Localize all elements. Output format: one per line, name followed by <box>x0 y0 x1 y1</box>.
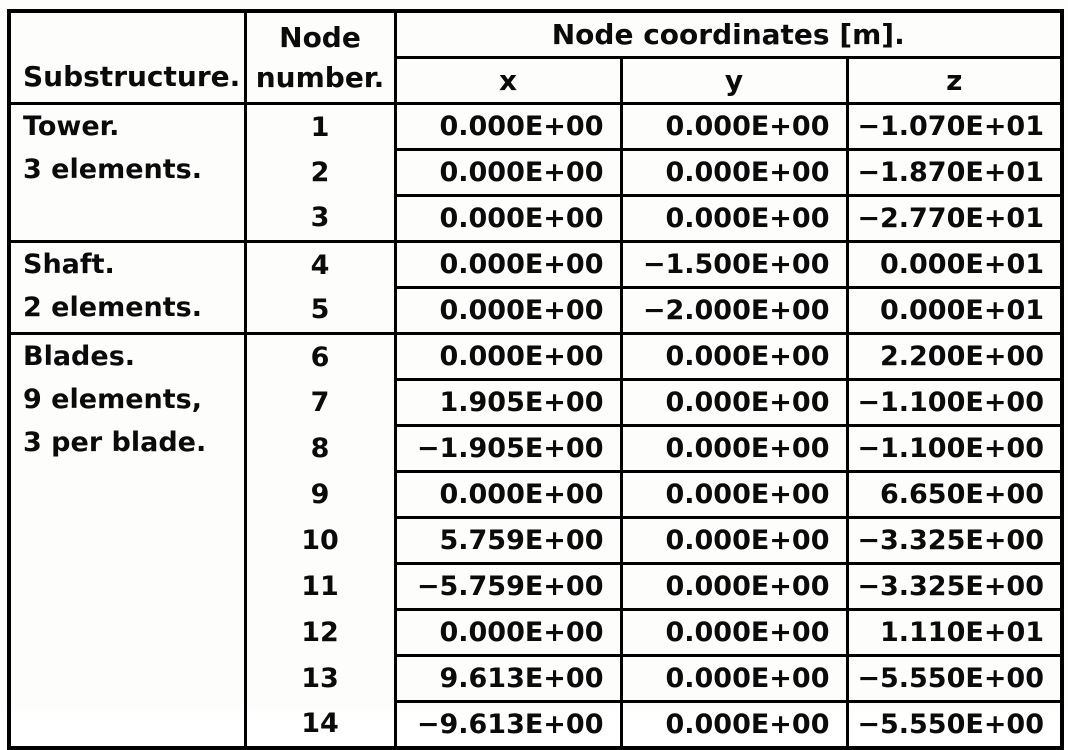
group-label-line: Blades. <box>23 341 136 372</box>
column-header-x: x <box>395 58 621 104</box>
table-row <box>9 242 1062 288</box>
group-label-line: Tower. <box>23 111 120 142</box>
x-value-cell: 0.000E+00 <box>395 242 621 288</box>
z-value-cell: 1.110E+01 <box>847 610 1062 656</box>
y-value-cell: 0.000E+00 <box>621 702 847 749</box>
x-value-cell: −5.759E+00 <box>395 564 621 610</box>
node-number-cell: 5 <box>245 288 395 334</box>
node-number-cell: 9 <box>245 472 395 518</box>
y-value-cell: 0.000E+00 <box>621 564 847 610</box>
node-header-line1: Node <box>279 20 361 54</box>
node-number-cell: 13 <box>245 656 395 702</box>
x-value-cell: 0.000E+00 <box>395 196 621 242</box>
y-value-cell: 0.000E+00 <box>621 610 847 656</box>
z-value-cell: −1.070E+01 <box>847 104 1062 150</box>
y-value-cell: 0.000E+00 <box>621 472 847 518</box>
node-header-line2: number. <box>255 60 385 94</box>
node-number-cell: 11 <box>245 564 395 610</box>
x-value-cell: 0.000E+00 <box>395 610 621 656</box>
y-value-cell: 0.000E+00 <box>621 104 847 150</box>
z-value-cell: −2.770E+01 <box>847 196 1062 242</box>
y-value-cell: 0.000E+00 <box>621 656 847 702</box>
substructure-group-shaft <box>9 242 245 334</box>
node-number-cell: 3 <box>245 196 395 242</box>
z-value-cell: 6.650E+00 <box>847 472 1062 518</box>
group-label-line: 3 per blade. <box>23 427 207 458</box>
table-row <box>9 334 1062 380</box>
node-number-cell: 8 <box>245 426 395 472</box>
x-value-cell: 1.905E+00 <box>395 380 621 426</box>
node-number-cell: 1 <box>245 104 395 150</box>
x-value-cell: 0.000E+00 <box>395 334 621 380</box>
z-value-cell: −5.550E+00 <box>847 702 1062 749</box>
substructure-group-blades <box>9 334 245 749</box>
node-number-cell: 7 <box>245 380 395 426</box>
header-row-1 <box>9 11 1062 58</box>
node-number-cell: 12 <box>245 610 395 656</box>
column-header-substructure: Substructure. <box>9 11 245 104</box>
column-header-y: y <box>621 58 847 104</box>
y-value-cell: 0.000E+00 <box>621 334 847 380</box>
y-value-cell: −1.500E+00 <box>621 242 847 288</box>
table-row <box>9 104 1062 150</box>
y-value-cell: 0.000E+00 <box>621 196 847 242</box>
z-value-cell: −1.100E+00 <box>847 380 1062 426</box>
z-value-cell: 0.000E+01 <box>847 242 1062 288</box>
z-value-cell: 0.000E+01 <box>847 288 1062 334</box>
node-number-cell: 10 <box>245 518 395 564</box>
y-value-cell: 0.000E+00 <box>621 426 847 472</box>
x-value-cell: 0.000E+00 <box>395 288 621 334</box>
z-value-cell: −5.550E+00 <box>847 656 1062 702</box>
y-value-cell: 0.000E+00 <box>621 380 847 426</box>
z-value-cell: −1.870E+01 <box>847 150 1062 196</box>
group-label-line: 3 elements. <box>23 154 202 185</box>
z-value-cell: −3.325E+00 <box>847 564 1062 610</box>
x-value-cell: 0.000E+00 <box>395 104 621 150</box>
x-value-cell: 0.000E+00 <box>395 150 621 196</box>
z-value-cell: −3.325E+00 <box>847 518 1062 564</box>
z-value-cell: 2.200E+00 <box>847 334 1062 380</box>
x-value-cell: 9.613E+00 <box>395 656 621 702</box>
node-coordinates-table <box>7 9 1064 750</box>
column-header-node-number <box>245 11 395 104</box>
node-number-cell: 2 <box>245 150 395 196</box>
column-header-node-coordinates: Node coordinates [m]. <box>395 11 1062 58</box>
group-label-line: Shaft. <box>23 249 115 280</box>
group-label-line: 9 elements, <box>23 384 202 415</box>
column-header-z: z <box>847 58 1062 104</box>
x-value-cell: 0.000E+00 <box>395 472 621 518</box>
node-number-cell: 6 <box>245 334 395 380</box>
x-value-cell: −1.905E+00 <box>395 426 621 472</box>
x-value-cell: −9.613E+00 <box>395 702 621 749</box>
substructure-group-tower <box>9 104 245 242</box>
y-value-cell: 0.000E+00 <box>621 518 847 564</box>
z-value-cell: −1.100E+00 <box>847 426 1062 472</box>
node-number-cell: 4 <box>245 242 395 288</box>
node-number-cell: 14 <box>245 702 395 749</box>
x-value-cell: 5.759E+00 <box>395 518 621 564</box>
y-value-cell: 0.000E+00 <box>621 150 847 196</box>
y-value-cell: −2.000E+00 <box>621 288 847 334</box>
group-label-line: 2 elements. <box>23 292 202 323</box>
